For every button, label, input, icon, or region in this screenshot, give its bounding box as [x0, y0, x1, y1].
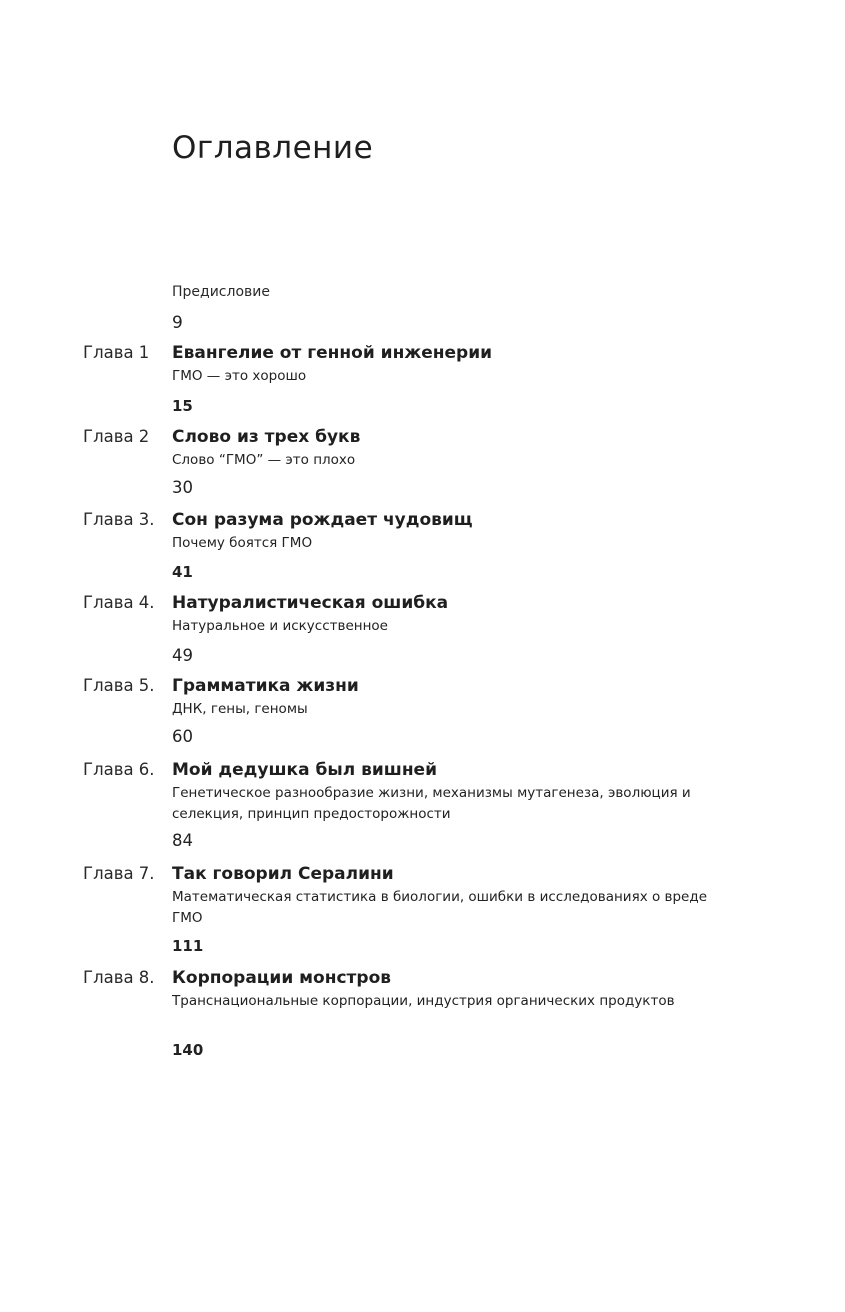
chapter-subtitle: Генетическое разнообразие жизни, механизмы мутагенеза, эволюция и селекция, принцип предосторожности — [172, 785, 691, 822]
chapter-label: Глава 3. — [83, 510, 155, 529]
chapter-label: Глава 7. — [83, 864, 155, 883]
chapter-title: Так говорил Сералини — [172, 864, 394, 884]
chapter-title: Натуралистическая ошибка — [172, 593, 449, 613]
chapter-subtitle: ГМО — это хорошо — [172, 368, 307, 384]
chapter-page-number: 30 — [172, 478, 193, 497]
chapter-label: Глава 6. — [83, 760, 155, 779]
preface-title: Предисловие — [172, 284, 270, 300]
chapter-label: Глава 4. — [83, 593, 155, 612]
chapter-title: Мой дедушка был вишней — [172, 760, 438, 780]
chapter-label: Глава 1 — [83, 343, 150, 362]
chapter-page-number: 15 — [172, 397, 193, 415]
chapter-title: Слово из трех букв — [172, 427, 361, 447]
chapter-title: Грамматика жизни — [172, 676, 359, 696]
chapter-subtitle: Математическая статистика в биологии, ошибки в исследованиях о вреде ГМО — [172, 889, 707, 926]
chapter-title: Евангелие от генной инженерии — [172, 343, 493, 363]
chapter-label: Глава 8. — [83, 968, 155, 987]
chapter-title: Сон разума рождает чудовищ — [172, 510, 473, 530]
chapter-subtitle: Натуральное и искусственное — [172, 618, 388, 634]
chapter-page-number: 111 — [172, 937, 204, 955]
chapter-page-number: 84 — [172, 831, 193, 850]
chapter-page-number: 49 — [172, 646, 193, 665]
chapter-subtitle: Слово “ГМО” — это плохо — [172, 452, 356, 468]
chapter-label: Глава 2 — [83, 427, 150, 446]
chapter-title: Корпорации монстров — [172, 968, 392, 988]
chapter-subtitle: Почему боятся ГМО — [172, 535, 313, 551]
chapter-page-number: 60 — [172, 727, 193, 746]
chapter-subtitle: Транснациональные корпорации, индустрия органических продуктов — [172, 993, 675, 1009]
preface-page-number: 9 — [172, 313, 183, 333]
chapter-subtitle: ДНК, гены, геномы — [172, 701, 308, 717]
chapter-label: Глава 5. — [83, 676, 155, 695]
chapter-page-number: 41 — [172, 563, 193, 581]
page-title: Оглавление — [172, 130, 374, 166]
chapter-page-number: 140 — [172, 1041, 204, 1059]
